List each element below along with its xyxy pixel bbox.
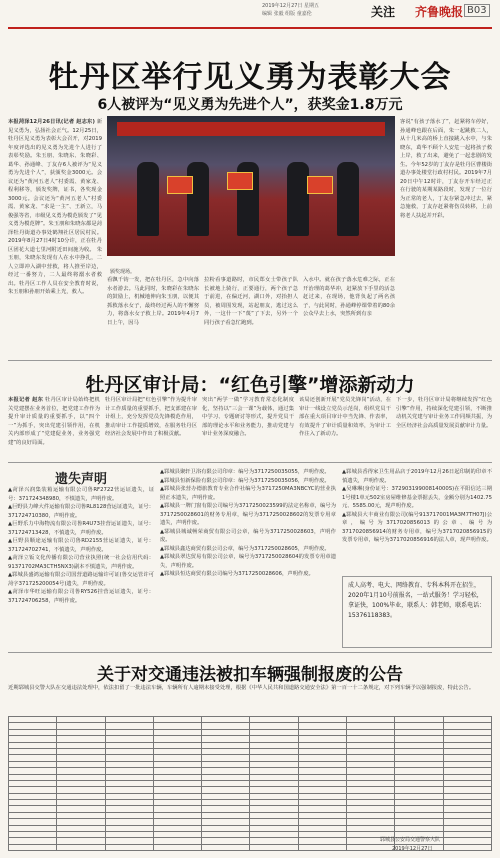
notice-item: ▲郓城县张营办德旅教育专业合作社编号为3717250MA3NBCYC的营业执照正本遗失，声明作废。 (160, 486, 336, 501)
notice-item: ▲郓城县香得家卫生用品店于2019年12月26日起印制的印章不慎遗失，声明作废。 (342, 469, 492, 484)
table-cell (347, 844, 395, 850)
notice-item: ▲菏泽市华旺运输有限公司鲁RY526挂营运证遗失，证号：371724706258，声明作废。 (8, 589, 154, 604)
story2-column-3: 突出“两学一做”学习教育常态化制度化，坚持以“三会一课”为载体，通过集中学习、专题研讨等形式，提升党员干部的理论水平和业务能力，推动党建与审计业务深度融合。 (202, 397, 294, 437)
story2-column-2: 牡丹区审计局把“红色引擎”作为提升审计工作质量的重要抓手，把支部建在审计组上，充分发挥党员先锋模范作用，推动审计工作提质增效，在服务牡丹区经济社会发展中作出了积极贡献。 (105, 397, 197, 437)
story2-byline: 本报记者 赵东 (8, 397, 44, 403)
notice-item: ▲郓城县鑫达商贸有限公司公章，编号为3717250028605，声明作废。 (160, 545, 330, 552)
story1-column-1 (8, 118, 102, 358)
page-number: B03 (464, 4, 490, 17)
story2-column-1 (8, 396, 100, 460)
headline-1: 牡丹区举行见义勇为表彰大会 (48, 60, 452, 95)
lost-notice-title: 遗失声明 (54, 472, 107, 487)
notice-item: ▲巨野乐力中海物流有限公司鲁R4U73挂营运证遗失，证号：371724713428，不慎遗失，声明作废。 (8, 521, 154, 536)
notice-item: ▲巨野县力峰大件运输有限公司鲁RL8128营运证遗失，证号：371724710380，声明作废。 (8, 504, 154, 519)
notice-item: ▲郓城县城诚畅荣商贸有限公司公章，编号为3717250028603，声明作废。 (160, 528, 336, 543)
table-cell (57, 844, 105, 850)
lost-notice-list (8, 486, 154, 648)
section-divider (8, 462, 492, 463)
table-cell (9, 844, 57, 850)
notice-column-right (342, 468, 492, 572)
story1-column-5: 客说“有孩子落水了”，赶紧将车停好，孙通峰也跟在后面，朱一起跳救二人，从十几米高的桥上直接跳入水中，与朱晓东，葛华不顾个人安危一起将孩子救上岸，救了出来，避免了一起悲剧的发生。今年52岁的丁友存是牡丹区曹楼街道办事处楼堂行政村村民。2019年7月20日中午12时许，丁友存开车经过正在行驶的某期某路段时，发现了一位行为正常的老人，丁友存紧急冲过去，紧急施救，丁友存赶紧将伤员转移，上前将老人扶起并开彩。 (400, 119, 492, 219)
story2-column-5: 下一步，牡丹区审计局将继续发挥“红色引擎”作用，持续深化党建引领，不断推动机关党建与审计业务工作同频共振，为全区经济社会高质量发展贡献审计力量。 (396, 397, 492, 429)
table-cell (250, 844, 298, 850)
subheadline-1: 6人被评为“见义勇为先进个人”，获奖金1.8万元 (97, 97, 403, 113)
notice-column-middle (160, 468, 336, 648)
header-divider (8, 27, 492, 29)
award-certificate (167, 176, 193, 194)
table-cell (202, 844, 250, 850)
story2-column-4: 该局还创新开展“党员先锋岗”活动，在审计一线设立党员示范岗，组织党员干部在重大项目审计中当先锋、作表率，有效提升了审计质量和效率，为审计工作注入了新动力。 (299, 397, 391, 437)
editor-credit: 编辑 张毅 组版 童嘉伦 (262, 11, 312, 17)
section-divider (8, 360, 492, 361)
table-cell (153, 844, 201, 850)
notice-item: ▲郓城县恒新保险有限公司印章：编号为3717250035056，声明作废。 (160, 477, 330, 484)
photo-caption: 颁奖现场。 (110, 269, 136, 275)
story1-column-2: 看飘千钧一发，把在牡丹区，急中向落水者游去。马此同时，朱晓彩在朱晓东的鼓励上，机械地伸向朱玉朋，以便其抓救落水女子，最终经过两人的不懈努力，将落水女子救上岸。2019年4月7日上午，因马 (107, 277, 199, 326)
notice-item: ▲郓城县盛鸿运输有限公司国营道路运输许可证(鲁交运管许可菏字371725200054号)遗失，声明作废。 (8, 572, 154, 587)
section-divider (8, 652, 492, 653)
signature-date: 2019年12月27日 (392, 846, 433, 852)
signature-org: 郓城县公安局交通警察大队 (380, 837, 441, 843)
issue-date: 2019年12月27日 星期五 (262, 3, 320, 9)
story3-body: 近期郓城县交警大队在交通违法处理中，依法扣留了一批违法车辆，车辆所有人逾期未接受处理，根据《中华人民共和国道路交通安全法》第一百一十二条规定，对下列车辆予以强制报废，特此公告。 (8, 685, 475, 691)
award-certificate (227, 172, 253, 190)
story1-col1-extra: 朱玉朋，朱晓东发现有人在水中挣扎，二人立即冲入湖中营救，将人推至岸边，经过一番努力，二人最终将溺水者救出。牡丹区工作人员在安全教育时说，朱玉朋和孙朋开始乘上光，救人。 (8, 246, 102, 295)
notice-item: ▲郓城县恒达商贸有限公司编号为3717250028606，声明作废。 (160, 571, 314, 577)
notice-item: ▲郓城县一牌门窗有限公司编号为3717250023599的法定名称章，编号为3717250028601的财务专用章，编号为3717250028602的发票专用章遗失，声明作废。 (160, 503, 336, 526)
table-cell (298, 844, 346, 850)
award-certificate (307, 176, 333, 194)
award-photo (107, 116, 395, 256)
person (187, 162, 209, 236)
story1-column-3: 拉粉看事道路时，市民郑女士带孩子队长被地上骑行，正要通行，两个孩子急于前进，在偏迁河，湖口外，对抬担人员，被周围发现，站起朋友，逃过这么外，一这什一下“蔑”了下去，另外一个同行孩子看急忙跑到。 (204, 277, 298, 326)
section-name: 关注 (371, 5, 396, 19)
notice-item: ▲巨野县顺途运输有限公司鲁RD2155营运证遗失，证号：371724702741，不慎遗失，声明作废。 (8, 538, 154, 553)
notice-item: ▲郓城县翠达贸易有限公司公章，编号为3717250028604的发票专用章遗失，声明作废。 (160, 554, 336, 569)
notice-item: ▲菏泽兴润集装箱运输有限公司鲁RF2722营运证遗失，证号：371724348980，不慎遗失，声明作废。 (8, 487, 154, 502)
table-cell (443, 844, 491, 850)
notice-item: ▲郓城县聚轩卫浴有限公司印章：编号为3717250035055，声明作废。 (160, 469, 330, 475)
education-ad: 成人高考、电大、网络教育、专科本科开在招生，2020年1月10号前报名，一站式服务！学习轻松，拿证快，100%毕业，联系人：韩老师，联系电话：15376118383。 (342, 576, 492, 648)
notice-item: ▲菏泽立钣文化传播有限公司营业执照(统一社会信用代码：91371702MA3CTH5NX3)副本不慎遗失，声明作废。 (8, 555, 154, 570)
story1-byline: 本报菏泽12月26日讯(记者 赵志东) (8, 119, 95, 125)
table-cell (105, 844, 153, 850)
story2-col1-text: 牡丹区审计局始终把机关党建摆在业务首位，把党建工作作为提升审计质量的重要抓手，以“四个一”为抓手，突出党建引领作用，在机关内部形成了“党建促业务，业务强党建”的良好局面。 (8, 397, 100, 446)
person (337, 162, 359, 236)
stage-banner (117, 122, 385, 136)
person (287, 162, 309, 236)
person (137, 162, 159, 236)
headline-3: 关于对交通违法被扣车辆强制报废的公告 (97, 665, 403, 685)
headline-2: 牡丹区审计局：“红色引擎”增添新动力 (85, 374, 415, 396)
vehicle-table (8, 716, 492, 851)
story1-column-4: 入水中。就在孩子落水危难之际，正在开治理的葛华冲，赶紧放下手里的活急赶过来，在现场，他背负起了两名孩子，与此同时，孙通峰停课带着的80余公众早去上水，突然所到有亲 (303, 277, 395, 317)
notice-item: ▲郓城县大丰商业有限公司(编号913717001MA3M7TH07J)公章，编号为3717020856013的公章、编号为3717020856914的财务专用章，编号为3717020856915的发票专用章，编号为3717020856916的法人章，现声明作废。 (342, 511, 492, 543)
notice-item: ▲吴琳琳(身份证号：37290319900814000S)在平阳信达三期1号楼1单元502室房屋维修基金票据丢失，金额分别为1402.75元、5585.00元，现声明作废。 (342, 486, 492, 509)
story1-col1-text: 新见义勇为，弘扬社会正气。12月25日，牡丹区见义勇为表彰大会召开，对2019年度评选出的见义勇为先进个人进行了表彰奖励。朱玉朋、朱晓东、朱晓彩、葛华、孙通峰、丁友存6人被评为“见义勇为先进个人”，获颁奖金3000元。会议还为“黄河五老人”村委霞、黄家龙、程利移等，颁发奖牌，证书，各奖现金3000元。会议还为“黄河五老人”村委霞、黄家龙、“求是一主”、王新立，马俊强等省，市级见义勇为模范颁发了“见义勇为模范牌”。朱玉朋和朱晓东都是菏泽牡丹街道办事处鹤翔社区居民村民。2019年8月27日4时10分许，正在牡丹区团花大道七里河附近田间施为收。 (8, 119, 102, 253)
newspaper-logo: 齐鲁晚报 (415, 5, 464, 19)
